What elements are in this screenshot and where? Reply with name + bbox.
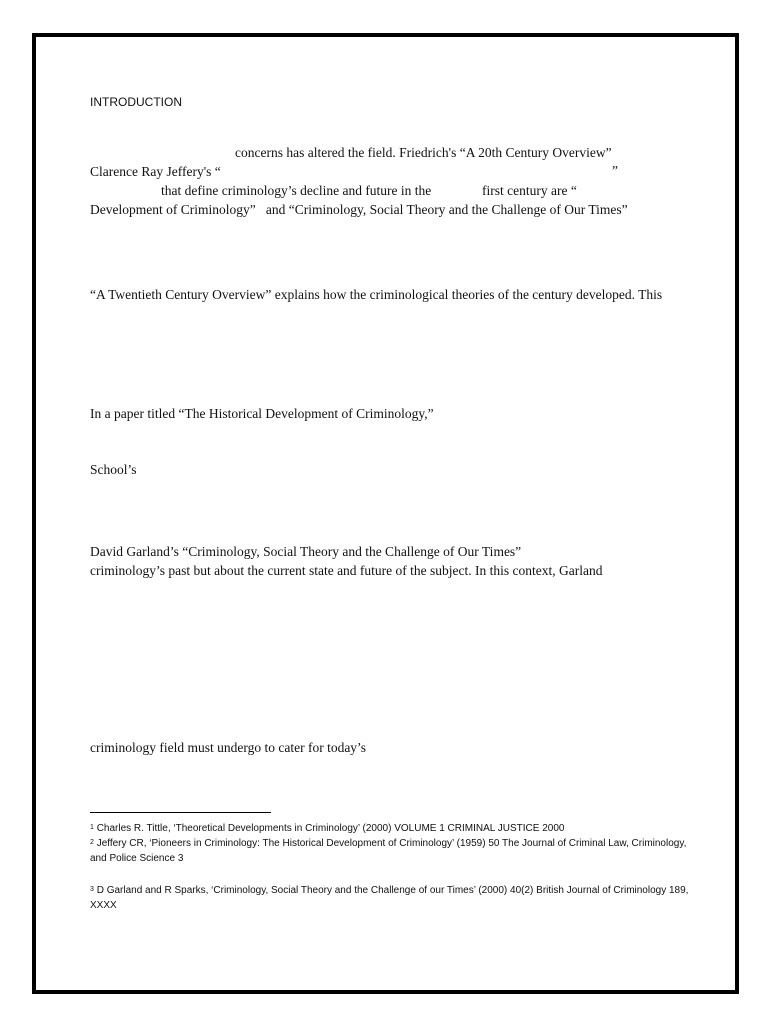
body-line: School’s (90, 462, 137, 477)
footnote (90, 883, 690, 913)
footnote (90, 836, 690, 866)
footnote-number: 1 (90, 824, 94, 831)
section-heading: INTRODUCTION (90, 95, 182, 109)
footnote (90, 821, 690, 836)
footnote-number: 2 (90, 839, 94, 846)
body-line: “A Twentieth Century Overview” explains how the criminological theories of the century developed. This (90, 287, 663, 302)
body-line: Development of Criminology” and “Criminology, Social Theory and the Challenge of Our Times” (90, 202, 628, 217)
body-line: that define criminology’s decline and future in the (161, 183, 432, 198)
footnote-number: 3 (90, 886, 94, 893)
body-line-fragment: first century are “ (482, 183, 577, 198)
body-line: criminology field must undergo to cater for today’s (90, 740, 367, 755)
footnote-text: Charles R. Tittle, ‘Theoretical Developments in Criminology’ (2000) VOLUME 1 CRIMINAL JUSTICE 2000 (96, 823, 565, 834)
body-line: Clarence Ray Jeffery's “ (90, 164, 221, 179)
body-line: In a paper titled “The Historical Development of Criminology,” (90, 406, 434, 421)
body-line-fragment: ” (612, 163, 618, 178)
body-line: concerns has altered the field. Friedrich's “A 20th Century Overview” (235, 145, 612, 160)
footnote-text: Jeffery CR, ‘Pioneers in Criminology: The Historical Development of Criminology’ (1959) 50 The Journal of Criminal Law, Criminology, and Police Science 3 (90, 838, 687, 864)
body-line: criminology’s past but about the current state and future of the subject. In this context, Garland (90, 563, 603, 578)
footnote-text: D Garland and R Sparks, ‘Criminology, Social Theory and the Challenge of our Times’ (2000) 40(2) British Journal of Criminology 189, XXXX (90, 885, 689, 911)
footnote-separator (90, 812, 271, 813)
body-line: David Garland’s “Criminology, Social Theory and the Challenge of Our Times” (90, 544, 522, 559)
